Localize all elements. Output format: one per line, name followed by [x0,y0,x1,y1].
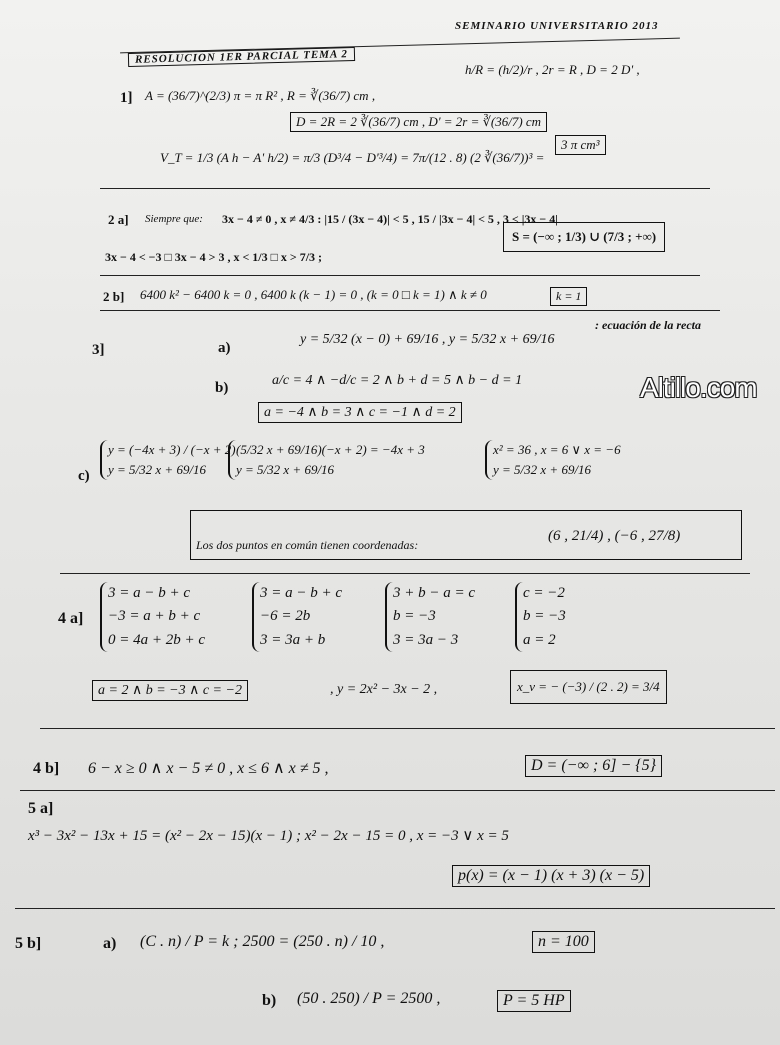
p5b-b-line: (50 . 250) / P = 2500 , [297,990,441,1007]
watermark-logo: Altillo.com [640,372,757,403]
p3-b-label: b) [215,380,229,396]
rule-6 [20,790,775,791]
p4a-sys2-eq3: 3 = 3a + b [260,631,326,648]
p5b-label: 5 b] [15,935,42,952]
p1-box1: D = 2R = 2 ∛(36/7) cm , D' = 2r = ∛(36/7) cm [290,112,547,132]
p4a-system-3 [385,582,475,652]
p4a-system-4 [515,582,566,652]
p2a-cond: Siempre que: [145,213,203,225]
p4a-sys3-eq2: b = −3 [393,608,436,625]
p2a-box: S = (−∞ ; 1/3) ∪ (7/3 ; +∞) [503,222,665,252]
p3-c-sys2-eq2: y = 5/32 x + 69/16 [236,462,335,478]
p5b-a-label: a) [103,935,117,952]
p2a-line2: 3x − 4 < −3 □ 3x − 4 > 3 , x < 1/3 □ x > 7/3 ; [105,250,323,264]
p1-box2: 3 π cm³ [555,135,606,155]
rule-7 [15,908,775,909]
p3-a-label: a) [218,340,231,356]
rule-5 [40,728,775,729]
p4a-sys2-eq2: −6 = 2b [260,608,311,625]
p1-line1b: h/R = (h/2)/r , 2r = R , D = 2 D' , [465,62,640,77]
rule-2 [100,275,700,276]
p1-line2: V_T = 1/3 (A h − A' h/2) = π/3 (D³/4 − D'³/4) = 7π/(12 . 8) (2 ∛(36/7))³ = [160,150,545,165]
p4a-box1: a = 2 ∧ b = −3 ∧ c = −2 [92,680,248,701]
p4a-box2: x_v = − (−3) / (2 . 2) = 3/4 [510,670,667,704]
rule-1 [100,188,710,189]
p3-b-line: a/c = 4 ∧ −d/c = 2 ∧ b + d = 5 ∧ b − d = 1 [272,373,523,388]
p2b-label: 2 b] [103,289,125,304]
p4a-label: 4 a] [58,610,84,627]
p3-c-sys3-eq1: x² = 36 , x = 6 ∨ x = −6 [493,442,621,457]
p4b-line: 6 − x ≥ 0 ∧ x − 5 ≠ 0 , x ≤ 6 ∧ x ≠ 5 , [88,760,329,777]
p3-a-line: y = 5/32 (x − 0) + 69/16 , y = 5/32 x + 69/16 [300,332,555,347]
p3-c-sys1-eq1: y = (−4x + 3) / (−x + 2) [108,442,236,457]
p4a-sys4-eq3: a = 2 [523,631,556,648]
p1-line1: A = (36/7)^(2/3) π = π R² , R = ∛(36/7) cm , [145,88,376,103]
p2a-label: 2 a] [108,212,129,227]
p3-c-system-3 [485,440,621,480]
exam-title: RESOLUCION 1ER PARCIAL TEMA 2 [128,47,355,67]
p4a-sys2-eq1: 3 = a − b + c [260,585,343,601]
p4a-sys4-eq1: c = −2 [523,585,565,601]
p4a-system-1 [100,582,205,652]
p2b-box: k = 1 [550,287,587,306]
p3-label: 3] [92,342,105,358]
p5b-b-label: b) [262,992,277,1009]
p4a-sys1-eq3: 0 = 4a + 2b + c [108,631,206,648]
p4a-sys3-eq3: 3 = 3a − 3 [393,631,459,648]
p4b-box: D = (−∞ ; 6] − {5} [525,755,662,777]
p1-label: 1] [120,90,133,106]
p4a-system-2 [252,582,342,652]
p3-a-note: : ecuación de la recta [595,318,701,332]
p3-c-sys3-eq2: y = 5/32 x + 69/16 [493,462,592,478]
p3-b-box: a = −4 ∧ b = 3 ∧ c = −1 ∧ d = 2 [258,402,462,423]
p4a-sys1-eq2: −3 = a + b + c [108,608,201,625]
p2b-line: 6400 k² − 6400 k = 0 , 6400 k (k − 1) = 0 , (k = 0 □ k = 1) ∧ k ≠ 0 [140,287,487,302]
p3-c-sys2-eq1: (5/32 x + 69/16)(−x + 2) = −4x + 3 [236,442,425,457]
p4a-sys4-eq2: b = −3 [523,608,566,625]
p3-c-system-2 [228,440,425,480]
p3-c-sys1-eq2: y = 5/32 x + 69/16 [108,462,207,478]
p3-c-note: Los dos puntos en común tienen coordenadas: [196,538,419,552]
header-rule [120,38,680,54]
p5b-b-box: P = 5 HP [497,990,571,1012]
p3-c-points: (6 , 21/4) , (−6 , 27/8) [548,528,681,544]
p3-c-label: c) [78,468,90,484]
p3-c-system-1 [100,440,236,480]
p4a-mid: , y = 2x² − 3x − 2 , [330,682,438,697]
p5a-label: 5 a] [28,800,54,817]
p4a-sys1-eq1: 3 = a − b + c [108,585,191,601]
p5b-a-box: n = 100 [532,931,595,953]
p4a-sys3-eq1: 3 + b − a = c [393,585,476,601]
rule-4 [60,573,750,574]
p5b-a-line: (C . n) / P = k ; 2500 = (250 . n) / 10 , [140,933,385,950]
rule-3 [100,310,720,311]
course-title: SEMINARIO UNIVERSITARIO 2013 [455,20,659,32]
p4b-label: 4 b] [33,760,60,777]
p5a-box: p(x) = (x − 1) (x + 3) (x − 5) [452,865,650,887]
p5a-line: x³ − 3x² − 13x + 15 = (x² − 2x − 15)(x − 1) ; x² − 2x − 15 = 0 , x = −3 ∨ x = 5 [28,828,509,844]
p2a-line1: 3x − 4 ≠ 0 , x ≠ 4/3 : |15 / (3x − 4)| < 5 , 15 / |3x − 4| < 5 , 3 < |3x − 4| [222,212,558,226]
